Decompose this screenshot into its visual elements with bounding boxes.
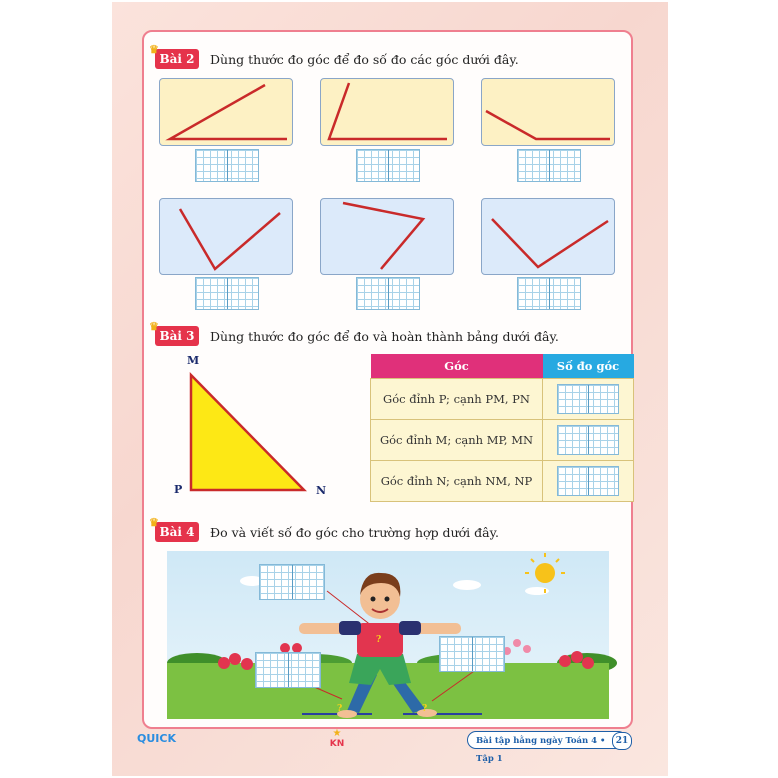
question-mark-right-foot: ? <box>422 704 428 714</box>
quick-logo: QUICK <box>137 732 176 745</box>
angle-2 <box>321 79 453 145</box>
table-answer-cell[interactable] <box>543 420 634 461</box>
table-row-label: Góc đỉnh M; cạnh MP, MN <box>371 420 543 461</box>
kn-logo <box>322 728 352 754</box>
crown-icon: ♛ <box>149 516 159 529</box>
bai3-badge <box>149 320 199 346</box>
bai4-badge <box>149 516 199 542</box>
answer-grid-n[interactable] <box>557 466 619 496</box>
kn-logo-text: KN <box>329 739 345 749</box>
bai3-instruction: Dùng thước đo góc để đo và hoàn thành bảng dưới đây. <box>210 329 559 344</box>
bai2-badge <box>149 43 199 69</box>
answer-grid-arm[interactable] <box>259 564 325 600</box>
answer-grid-left-leg[interactable] <box>255 652 321 688</box>
page-number: 21 <box>612 732 632 750</box>
table-header-measure: Số đo góc <box>543 354 634 379</box>
answer-grid-6[interactable] <box>517 277 581 310</box>
bai2-badge-label: Bài 2 <box>159 52 195 66</box>
bai2-instruction: Dùng thước đo góc để đo số đo các góc dưới đây. <box>210 52 519 67</box>
angle-4 <box>160 199 292 274</box>
book-title-footer: Bài tập hằng ngày Toán 4 • Tập 1 <box>467 731 627 749</box>
angle-box-1 <box>159 78 293 146</box>
crown-icon: ♛ <box>149 43 159 56</box>
exercise-sheet <box>142 30 633 729</box>
question-mark-shoulder: ? <box>376 635 382 645</box>
triangle-pmn <box>184 370 327 500</box>
table-row-label: Góc đỉnh N; cạnh NM, NP <box>371 461 543 502</box>
answer-grid-4[interactable] <box>195 277 259 310</box>
star-icon: ★ <box>332 728 342 739</box>
angle-table <box>370 354 634 502</box>
bai4-instruction: Đo và viết số đo góc cho trường hợp dưới đây. <box>210 525 499 540</box>
table-header-angle: Góc <box>371 354 543 379</box>
table-answer-cell[interactable] <box>543 379 634 420</box>
answer-grid-2[interactable] <box>356 149 420 182</box>
angle-6 <box>482 199 614 274</box>
vertex-p-label: P <box>174 483 183 496</box>
angle-box-4 <box>159 198 293 275</box>
vertex-m-label: M <box>187 354 200 367</box>
angle-5 <box>321 199 453 274</box>
table-row-label: Góc đỉnh P; cạnh PM, PN <box>371 379 543 420</box>
answer-grid-m[interactable] <box>557 425 619 455</box>
angle-1 <box>160 79 292 145</box>
answer-grid-1[interactable] <box>195 149 259 182</box>
vertex-n-label: N <box>316 484 327 497</box>
workbook-page <box>112 2 668 776</box>
angle-3 <box>482 79 614 145</box>
answer-grid-right-leg[interactable] <box>439 636 505 672</box>
angle-box-6 <box>481 198 615 275</box>
angle-box-5 <box>320 198 454 275</box>
table-answer-cell[interactable] <box>543 461 634 502</box>
angle-box-2 <box>320 78 454 146</box>
answer-grid-5[interactable] <box>356 277 420 310</box>
bai4-badge-label: Bài 4 <box>159 525 195 539</box>
crown-icon: ♛ <box>149 320 159 333</box>
answer-grid-p[interactable] <box>557 384 619 414</box>
answer-grid-3[interactable] <box>517 149 581 182</box>
question-mark-left-foot: ? <box>337 704 343 714</box>
boy-stretching-illustration <box>167 551 609 719</box>
bai3-badge-label: Bài 3 <box>159 329 195 343</box>
angle-box-3 <box>481 78 615 146</box>
